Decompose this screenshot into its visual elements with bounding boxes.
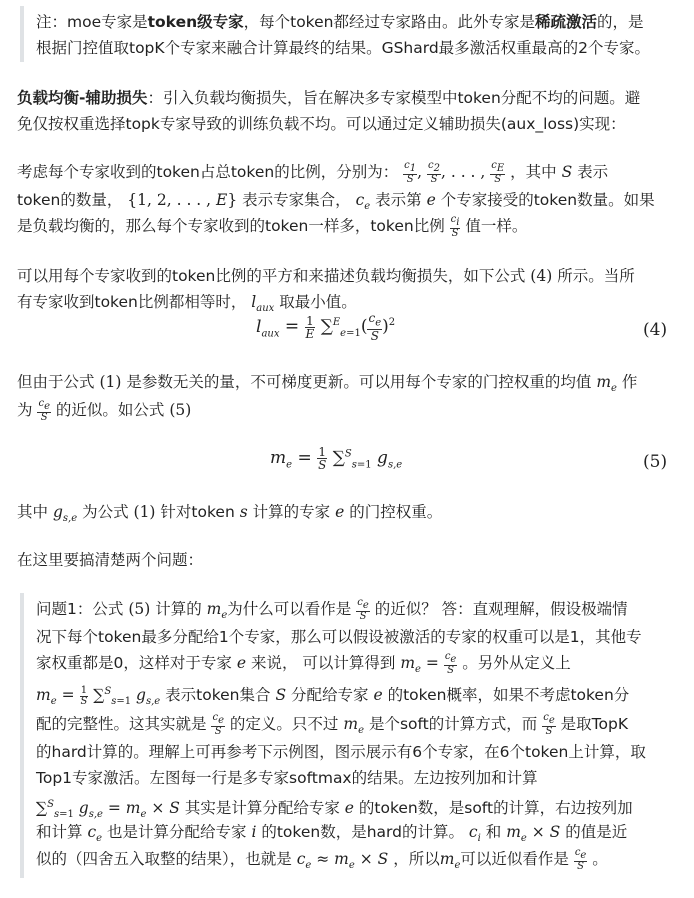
q1-line-3 [36,651,571,682]
me-equals-formula: $m_e$ = $\frac{c_e}{S}$ [400,651,457,676]
note-quote-bar [20,6,24,62]
eq-ref-1: (1) [99,373,122,391]
note-text: 注：moe专家是 [36,13,148,31]
gse-text: 为公式 [82,503,129,521]
gate-text: 的近似。如公式 [55,401,165,419]
note-line-1 [36,10,644,34]
q1-line-10 [36,847,608,878]
q1-text: ，所以 [393,850,440,868]
q1-text: 。 [592,850,608,868]
q1-text: 其实是计算分配给专家 [184,799,340,818]
gse-text: 计算的专家 [252,503,331,521]
q1-text: 和计算 [36,823,83,841]
var-e: e [335,503,345,521]
gse-text: 的门控权重。 [349,503,443,521]
var-me: $m_e$ [206,600,228,622]
ce-approx-formula: $c_e \approx m_e \times S$ [296,850,389,872]
var-i: i [251,823,257,841]
var-e: e [373,686,383,705]
var-me: $m_e$ [439,850,461,872]
q1-text: 。另外从定义上 [462,654,571,672]
var-e: e [236,654,246,672]
q1-text: 家权重都是0，这样对于专家 [36,654,232,672]
q1-line-7: Top1专家激活。左图每一行是多专家softmax的结果。左边按列加和计算 [36,769,538,787]
q1-text: 的近似？ 答：直观理解，假设极端情 [374,600,628,618]
q1-line-6: 的hard计算的。理解上可再参考下示例图，图示展示有6个专家，在6个token上计算，取 [36,743,646,761]
q1-text: 表示token集合 [165,686,271,705]
equation-5-number: (5) [643,452,668,472]
aux-loss-heading: 负载均衡-辅助损失 [17,89,148,107]
square-line-1 [17,264,635,288]
aux-intro-text: ：引入负载均衡损失，旨在解决多专家模型中token分配不均的问题。避 [147,89,641,107]
q1-text: 的定义。只不过 [229,715,339,733]
eq-ref-5: (5) [128,600,151,618]
var-ce: $c_e$ [355,191,371,213]
q1-text: 为什么可以看作是 [227,600,352,618]
note-line-2: 根据门控值取topK个专家来融合计算最终的结果。GShard最多激活权重最高的2个专家。 [36,39,651,57]
q1-text: 配的完整性。这其实就是 [36,715,207,733]
equation-5: $m_e$ = $\frac{1}{S}$ ∑$^S_{s=1}$ $g_{s,e}$ [270,445,403,472]
q1-text: 是取TopK [560,715,628,733]
q1-text: 和 [485,823,502,841]
gate-text: 作 [621,373,638,391]
ce-over-s: $\frac{c_e}{S}$ [357,596,369,622]
q1-line-4 [36,680,629,714]
note-bold-sparse: 稀疏激活 [534,13,597,31]
ratio-text: 值一样。 [465,217,528,235]
ratio-text: 是负载均衡的，那么每个专家收到的token一样多，token比例 [17,217,445,235]
q1-quote-bar [20,593,24,878]
gse-text: 针对token [160,503,235,521]
var-laux: $l_{aux}$ [251,293,275,315]
equation-4-number: (4) [643,320,668,340]
questions-intro: 在这里要搞清楚两个问题： [17,551,204,569]
ce-over-s: $\frac{c_e}{S}$ [212,711,224,737]
note-text: 的，是 [597,13,644,31]
ratio-text: 表示 [577,163,609,181]
me-sum-formula: $m_e$ = $\frac{1}{S}$ ∑$^S_{s=1}$ $g_{s,e}$ [36,684,161,708]
expert-set-formula: {1, 2, . . . , E} [127,191,238,209]
var-e: e [426,191,436,209]
q1-text: 也是计算分配给专家 [107,823,247,841]
gate-text: 是参数无关的量，不可梯度更新。可以用每个专家的门控权重的均值 [126,373,592,391]
square-text: 所示。当所 [557,267,635,285]
sum-gse-formula: ∑$^S_{s=1}$ $g_{s,e} = m_e \times S$ [36,799,180,821]
var-ci: $c_i$ [468,823,481,845]
ce-over-s: $\frac{c_e}{S}$ [543,711,555,737]
gse-line [17,500,442,531]
ratio-text: 表示专家集合， [242,191,351,209]
var-me: $m_e$ [343,715,364,737]
ratio-fraction: $\frac{c_i}{S}$ [450,213,460,239]
var-gse: $g_{s,e}$ [52,503,78,525]
var-e: e [344,799,354,818]
q1-text: 是个soft的计算方式，而 [368,715,538,733]
eq-ref-4: (4) [530,267,553,285]
gate-line-2 [17,398,191,423]
me-times-s: $m_e \times S$ [506,823,561,845]
gate-line-1 [17,370,637,401]
q1-text: 的token概率，如果不考虑token分 [387,686,630,705]
gate-text: 为 [17,401,33,419]
q1-text: 可以近似看作是 [460,850,569,868]
q1-text: 分配给专家 [291,686,369,705]
gate-text: 但由于公式 [17,373,95,391]
q1-text: 问题1：公式 [36,600,124,618]
q1-line-2: 况下每个token最多分配给1个专家，那么可以假设被激活的专家的权重可以是1，其他专 [36,628,642,646]
ratio-text: 个专家接受的token数量。如果 [440,191,655,209]
q1-text: 来说， 可以计算得到 [250,654,396,672]
ratio-text: token的数量， [17,191,123,209]
square-text: 可以用每个专家收到的token比例的平方和来描述负载均衡损失，如下公式 [17,267,526,285]
ratio-text: 表示第 [375,191,422,209]
q1-line-1 [36,597,628,628]
q1-text: 的token数，是soft的计算，右边按列加 [358,799,633,818]
var-s: s [239,503,248,521]
gse-text: 其中 [17,503,49,521]
eq-ref-5: (5) [169,401,192,419]
eq-ref-1: (1) [133,503,156,521]
aux-intro-line-2: 免仅按权重选择topk专家导致的训练负载不均。可以通过定义辅助损失(aux_loss)实现： [17,115,626,133]
ratio-text: 考虑每个专家收到的token占总token的比例，分别为： [17,163,399,181]
ratio-text: ，其中 [510,163,557,181]
q1-text: 似的（四舍五入取整的结果），也就是 [36,850,292,868]
q1-text: 计算的 [155,600,202,618]
var-S: S [275,686,287,705]
square-text: 有专家收到token比例都相等时， [17,293,247,311]
note-bold-token-expert: token级专家 [147,13,244,31]
ratio-line-1 [17,160,608,185]
q1-text: 的token数，是hard的计算。 [261,823,464,841]
aux-intro-line-1 [17,86,640,110]
q1-text: 的值是近 [565,823,628,841]
ratio-line-3 [17,214,527,239]
ce-over-s: $\frac{c_e}{S}$ [38,397,50,423]
square-text: 取最小值。 [279,293,357,311]
var-me: $m_e$ [596,373,617,395]
var-S: S [561,163,573,181]
ce-over-s: $\frac{c_e}{S}$ [574,846,587,872]
note-text: ，每个token都经过专家路由。此外专家是 [243,13,535,31]
ratio-formula: $\frac{c_1}{S}$ , $\frac{c_2}{S}$ , . . . , $\frac{c_E}{S}$ [404,159,505,185]
q1-line-5 [36,712,628,743]
var-ce: $c_e$ [87,823,103,845]
equation-4: $l_{aux}$ = $\frac{1}{E}$ ∑$^E_{e=1}$( $\frac{c_e}{S}$ )$^2$ [256,311,396,344]
